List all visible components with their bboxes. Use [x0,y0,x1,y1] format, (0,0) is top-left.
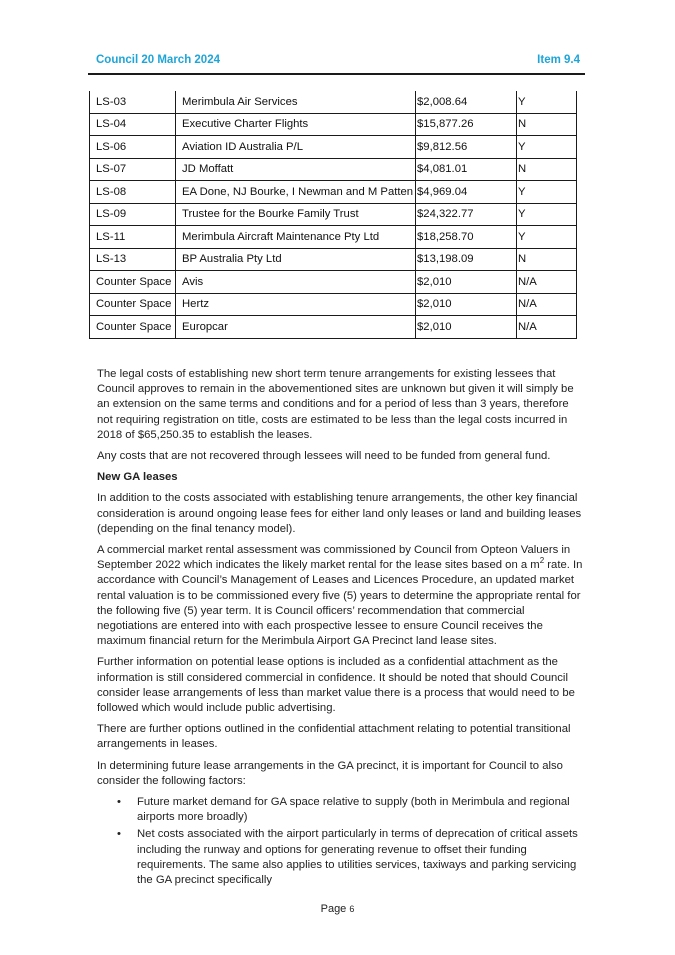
status-cell: Y [517,226,577,249]
status-cell: Y [517,91,577,113]
header-rule [88,73,585,75]
section-heading-new-ga-leases: New GA leases [97,471,178,484]
lease-id-cell: LS-04 [90,113,176,136]
amount-cell: $2,010 [416,271,517,294]
amount-cell: $2,008.64 [416,91,517,113]
lessee-name-cell: Avis [176,271,416,294]
header-item-number: Item 9.4 [537,54,580,66]
paragraph-market-rental: A commercial market rental assessment was commissioned by Council from Opteon Valuers in September 2022 which indicates the likely market rental for the lease sites based on a $m^2$ rate. In accordance with Council’s Management of Leases and Licences Procedure, an updated market rental valuation is to be commissioned every five (5) years to determine the appropriate rental for the following five (5) year term. It is Council officers’ recommendation that commercial negotiations are entered into with each prospective lessee to ensure Council receives the maximum financial return for the Merimbula Airport GA Precinct land lease sites. [97,544,583,648]
paragraph-general-fund: Any costs that are not recovered through lessees will need to be funded from general fund. [97,450,551,463]
table-row [90,136,577,159]
status-cell: N/A [517,316,577,339]
lease-id-cell: LS-03 [90,91,176,113]
table-row [90,271,577,294]
lease-id-cell: Counter Space [90,271,176,294]
amount-cell: $13,198.09 [416,248,517,271]
amount-cell: $4,969.04 [416,181,517,204]
status-cell: N/A [517,271,577,294]
body-text [97,367,583,890]
amount-cell: $15,877.26 [416,113,517,136]
status-cell: Y [517,136,577,159]
factors-list [97,795,583,888]
lessee-name-cell: Hertz [176,293,416,316]
paragraph-legal-costs: The legal costs of establishing new short term tenure arrangements for existing lessees that Council approves to remain in the abovementioned sites are unknown but given it will simply be an extension on the same terms and conditions and for a period of less than 3 years, therefore not requiring registration on title, costs are estimated to be less than the legal costs incurred in 2018 of $65,250.35 to establish the leases. [97,368,574,441]
page-label: Page [320,903,347,915]
table-row [90,181,577,204]
status-cell: Y [517,203,577,226]
status-cell: Y [517,181,577,204]
table-row [90,248,577,271]
lease-id-cell: LS-07 [90,158,176,181]
amount-cell: $9,812.56 [416,136,517,159]
lessee-name-cell: Aviation ID Australia P/L [176,136,416,159]
paragraph-factors-intro: In determining future lease arrangements in the GA precinct, it is important for Council to also consider the following factors: [97,759,563,787]
bullet-icon: • [117,828,121,841]
table-row [90,158,577,181]
page-footer [0,903,675,915]
lessee-name-cell: EA Done, NJ Bourke, I Newman and M Patten [176,181,416,204]
amount-cell: $2,010 [416,293,517,316]
paragraph-confidential-info: Further information on potential lease options is included as a confidential attachment as the information is still considered commercial in confidence. It should be noted that should Council consider lease arrangements of less than market value there is a process that would need to be followed which would include public advertising. [97,656,575,715]
status-cell: N [517,158,577,181]
amount-cell: $2,010 [416,316,517,339]
lease-id-cell: LS-13 [90,248,176,271]
table-row [90,316,577,339]
lease-id-cell: Counter Space [90,316,176,339]
table-row [90,91,577,113]
amount-cell: $4,081.01 [416,158,517,181]
status-cell: N [517,113,577,136]
lease-id-cell: LS-09 [90,203,176,226]
lessee-name-cell: BP Australia Pty Ltd [176,248,416,271]
paragraph-lease-fees: In addition to the costs associated with establishing tenure arrangements, the other key financial consideration is around ongoing lease fees for either land only leases or land and building leases (depending on the final tenancy model). [97,492,582,535]
header-meeting-date: Council 20 March 2024 [96,54,220,66]
lessee-name-cell: Merimbula Aircraft Maintenance Pty Ltd [176,226,416,249]
lessee-name-cell: Europcar [176,316,416,339]
paragraph-transitional: There are further options outlined in the confidential attachment relating to potential transitional arrangements in leases. [97,723,571,751]
amount-cell: $18,258.70 [416,226,517,249]
page-number: 6 [349,904,355,914]
lessee-name-cell: Merimbula Air Services [176,91,416,113]
table-row [90,113,577,136]
bullet-icon: • [117,796,121,809]
lease-id-cell: LS-06 [90,136,176,159]
status-cell: N/A [517,293,577,316]
lessee-name-cell: Trustee for the Bourke Family Trust [176,203,416,226]
table-row [90,293,577,316]
page-header [96,54,580,70]
lease-table [89,91,577,339]
list-item: • Net costs associated with the airport particularly in terms of deprecation of critical assets including the runway and options for generating revenue to offset their funding requirements. The same also applies to utilities services, taxiways and parking servicing the GA precinct specifically [117,828,578,887]
table-row [90,203,577,226]
list-item: • Future market demand for GA space relative to supply (both in Merimbula and regional airports more broadly) [117,796,570,824]
lease-id-cell: LS-08 [90,181,176,204]
lease-id-cell: Counter Space [90,293,176,316]
lessee-name-cell: JD Moffatt [176,158,416,181]
table-row [90,226,577,249]
lease-id-cell: LS-11 [90,226,176,249]
amount-cell: $24,322.77 [416,203,517,226]
lessee-name-cell: Executive Charter Flights [176,113,416,136]
status-cell: N [517,248,577,271]
